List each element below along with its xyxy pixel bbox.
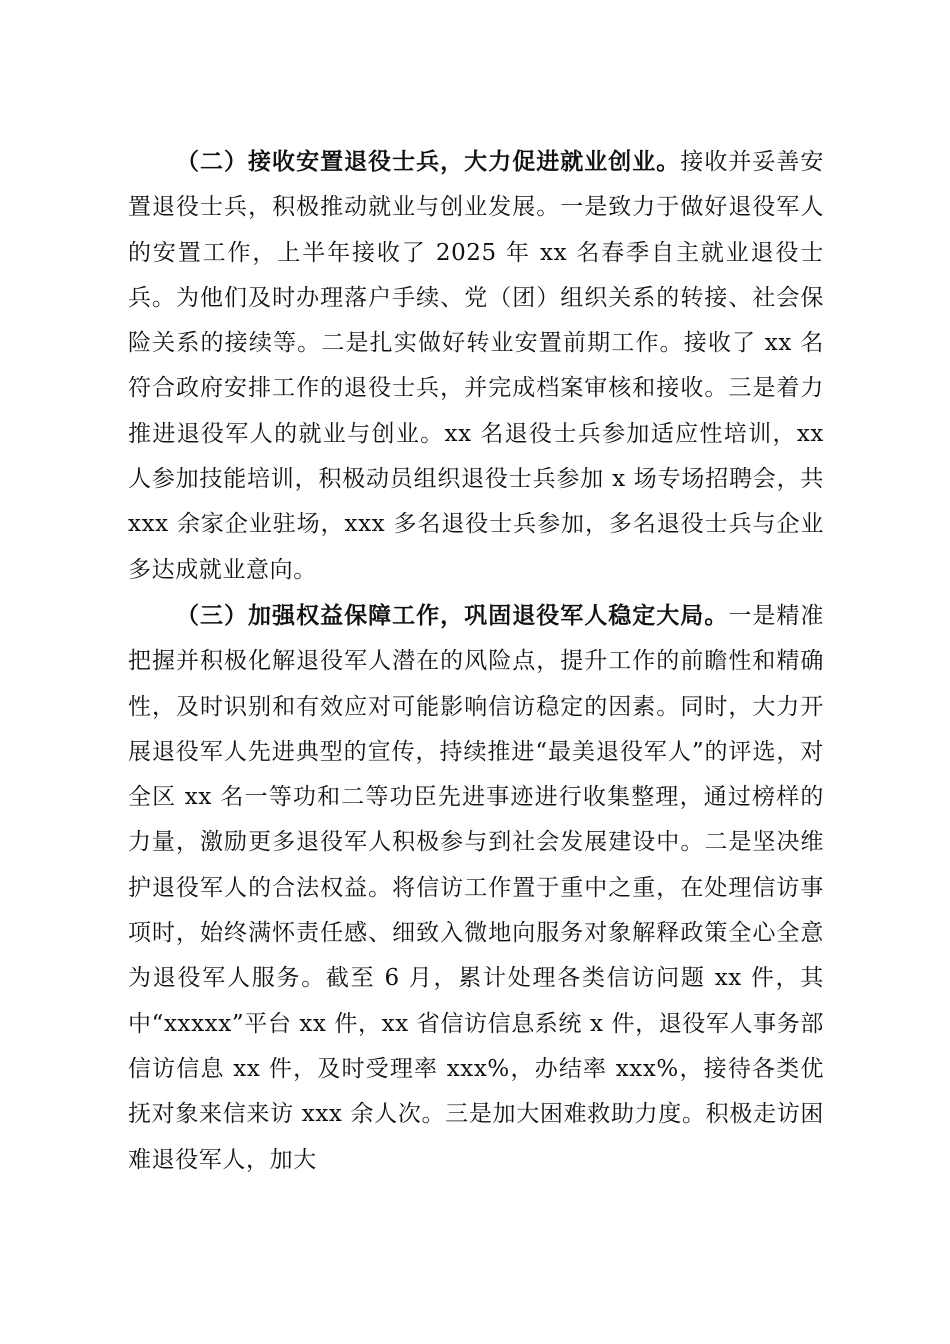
paragraph-rights-protection — [128, 593, 824, 1183]
paragraph-text: 接收并妥善安置退役士兵，积极推动就业与创业发展。一是致力于做好退役军人的安置工作，上半年接收了 2025 年 xx 名春季自主就业退役士兵。为他们及时办理落户手续、党（团）组织关系的转接、社会保险关系的接续等。二是扎实做好转业安置前期工作。接收了 xx 名符合政府安排工作的退役士兵，并完成档案审核和接收。三是着力推进退役军人的就业与创业。xx 名退役士兵参加适应性培训，xx 人参加技能培训，积极动员组织退役士兵参加 x 场专场招聘会，共 xxx 余家企业驻场，xxx 多名退役士兵参加，多名退役士兵与企业多达成就业意向。 — [128, 149, 824, 583]
document-body — [128, 139, 824, 1183]
paragraph-text: 一是精准把握并积极化解退役军人潜在的风险点，提升工作的前瞻性和精确性，及时识别和有效应对可能影响信访稳定的因素。同时，大力开展退役军人先进典型的宣传，持续推进“最美退役军人”的评选，对全区 xx 名一等功和二等功臣先进事迹进行收集整理，通过榜样的力量，激励更多退役军人积极参与到社会发展建设中。二是坚决维护退役军人的合法权益。将信访工作置于重中之重，在处理信访事项时，始终满怀责任感、细致入微地向服务对象解释政策全心全意为退役军人服务。截至 6 月，累计处理各类信访问题 xx 件，其中“xxxxx”平台 xx 件，xx 省信访信息系统 x 件，退役军人事务部信访信息 xx 件，及时受理率 xxx%，办结率 xxx%，接待各类优抚对象来信来访 xxx 余人次。三是加大困难救助力度。积极走访困难退役军人，加大 — [128, 602, 824, 1173]
paragraph-employment — [128, 139, 824, 593]
section-heading-3: （三）加强权益保障工作，巩固退役军人稳定大局。 — [176, 601, 729, 629]
section-heading-2: （二）接收安置退役士兵，大力促进就业创业。 — [176, 148, 681, 175]
